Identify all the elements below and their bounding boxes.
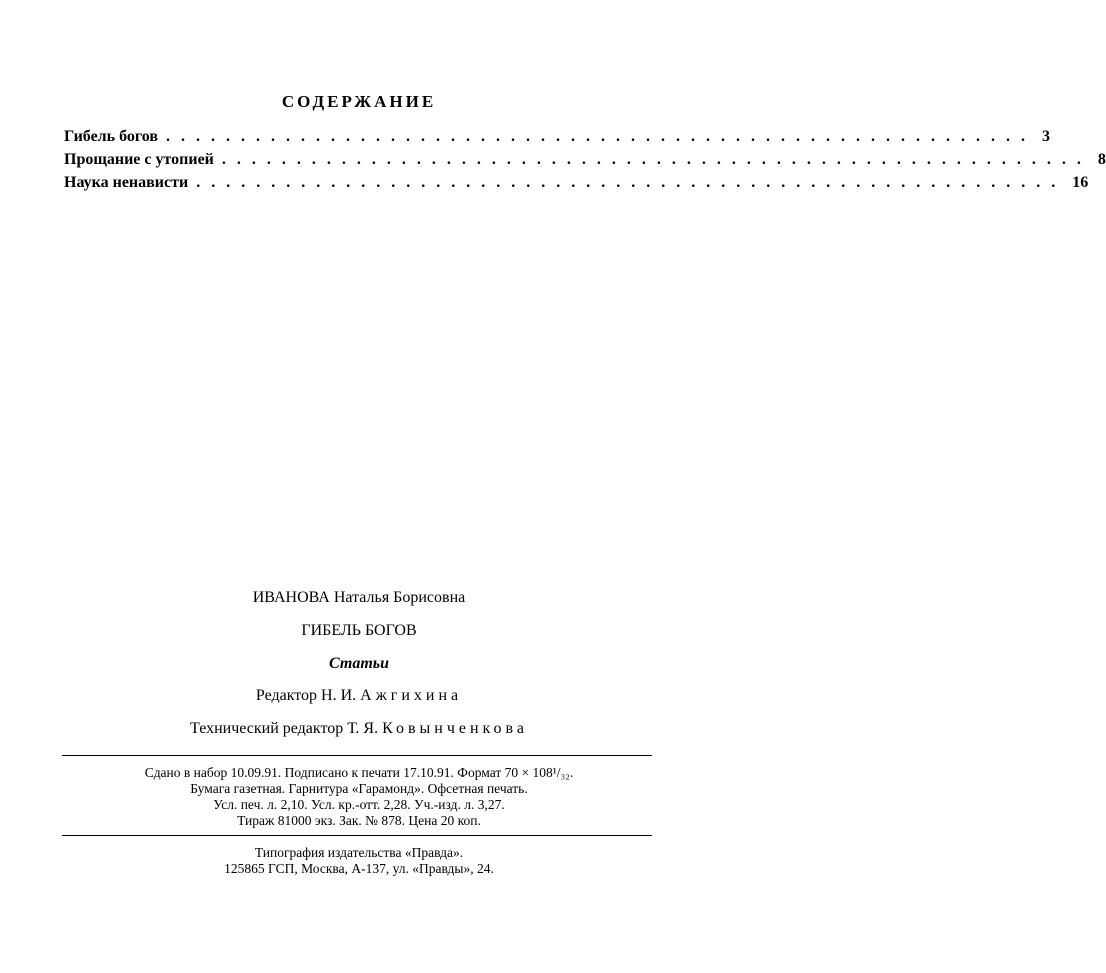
toc-entry-page: 8 [1097,151,1106,168]
book-title: ГИБЕЛЬ БОГОВ [301,622,417,639]
author-line [0,589,718,607]
author-surname: ИВАНОВА [252,589,330,606]
editor-initials: Н. И. [321,687,357,704]
toc-entry-label: Прощание с утопией [64,151,214,168]
tech-editor-initials: Т. Я. [347,720,379,737]
production-details [0,765,718,829]
toc-entry [64,128,1051,151]
toc-title: СОДЕРЖАНИЕ [281,92,437,111]
printer-line: Типография издательства «Правда». [254,845,464,860]
toc-leader-dots: .......................................................... [221,151,1092,168]
toc-entry-label: Наука ненависти [64,174,189,191]
toc-entry-page: 16 [1072,174,1089,191]
divider-rule [62,755,652,756]
editor-line [0,687,718,705]
production-line: Сдано в набор 10.09.91. Подписано к печати 17.10.91. Формат 70 × 108¹/₃₂. [144,765,574,780]
toc-entry-page: 3 [1042,128,1051,145]
toc-leader-dots: .......................................................... [166,128,1037,145]
toc-entry-label: Гибель богов [64,128,159,145]
table-of-contents [64,128,1106,197]
editor-surname: Ажгихина [360,687,463,704]
production-line: Тираж 81000 экз. Зак. № 878. Цена 20 коп. [237,813,481,828]
toc-entry [64,151,1106,174]
tech-editor-line [0,720,718,738]
editor-role: Редактор [255,687,318,704]
production-line: Усл. печ. л. 2,10. Усл. кр.-отт. 2,28. Уч.-изд. л. 3,27. [213,797,505,812]
printer-line: 125865 ГСП, Москва, А-137, ул. «Правды», 24. [224,861,494,876]
divider-rule [62,835,652,836]
toc-leader-dots: .......................................................... [196,174,1067,191]
tech-editor-surname: Ковынченкова [382,720,528,737]
tech-editor-role: Технический редактор [190,720,344,737]
genre-label: Статьи [329,655,389,672]
author-given-names: Наталья Борисовна [333,589,466,606]
production-line: Бумага газетная. Гарнитура «Гарамонд». Офсетная печать. [190,781,528,796]
toc-entry [64,174,1089,197]
printer-details [0,845,718,877]
